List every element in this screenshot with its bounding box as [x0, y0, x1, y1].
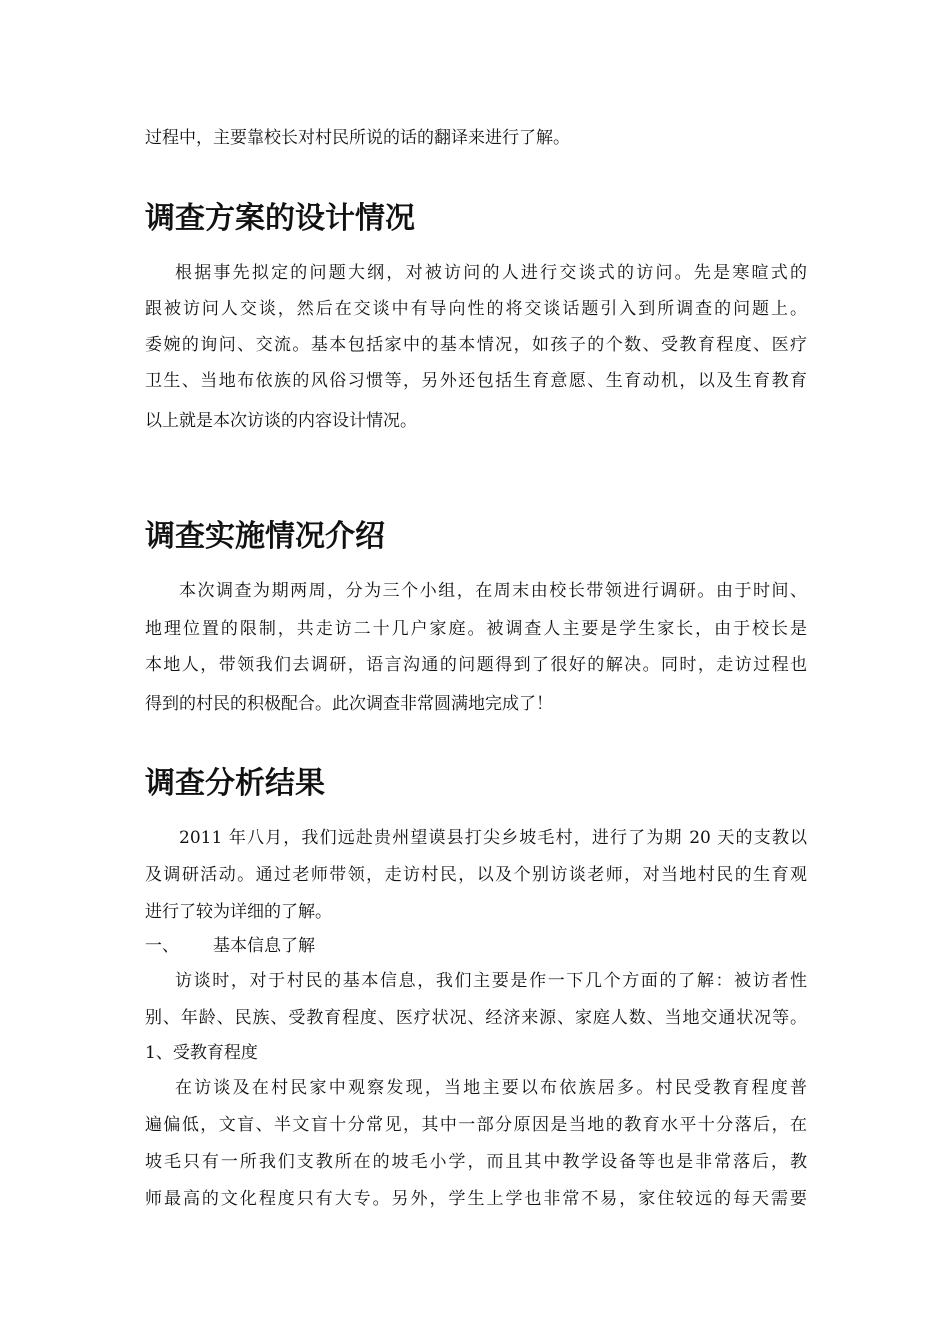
section-heading-results: 调查分析结果: [145, 766, 325, 801]
paragraph-line: 在访谈及在村民家中观察发现，当地主要以布依族居多。村民受教育程度普: [175, 1078, 807, 1098]
subsection-number: 一、: [145, 936, 179, 956]
paragraph-line: 进行了较为详细的了解。: [145, 902, 332, 922]
subsection-title: 基本信息了解: [213, 936, 315, 956]
paragraph-line: 访谈时，对于村民的基本信息，我们主要是作一下几个方面的了解：被访者性: [175, 971, 807, 991]
paragraph-line: 2011 年八月，我们远赴贵州望谟县打尖乡坡毛村，进行了为期 20 天的支教以: [179, 828, 807, 848]
item-title: 1、受教育程度: [145, 1043, 258, 1063]
paragraph-line: 卫生、当地布依族的风俗习惯等，另外还包括生育意愿、生育动机，以及生育教育: [145, 371, 807, 391]
paragraph-line: 委婉的询问、交流。基本包括家中的基本情况，如孩子的个数、受教育程度、医疗: [145, 335, 807, 355]
paragraph-line: 别、年龄、民族、受教育程度、医疗状况、经济来源、家庭人数、当地交通状况等。: [145, 1008, 807, 1028]
paragraph-line: 以上就是本次访谈的内容设计情况。: [145, 411, 417, 431]
paragraph-line: 师最高的文化程度只有大专。另外，学生上学也非常不易，家住较远的每天需要: [145, 1189, 807, 1209]
section-heading-implementation: 调查实施情况介绍: [145, 519, 385, 554]
paragraph-line: 本地人，带领我们去调研，语言沟通的问题得到了很好的解决。同时，走访过程也: [145, 655, 807, 675]
paragraph-line: 跟被访问人交谈，然后在交谈中有导向性的将交谈话题引入到所调查的问题上。: [145, 299, 807, 319]
paragraph-line: 坡毛只有一所我们支教所在的坡毛小学，而且其中教学设备等也是非常落后，教: [145, 1152, 807, 1172]
paragraph-line: 地理位置的限制，共走访二十几户家庭。被调查人主要是学生家长，由于校长是: [145, 619, 807, 639]
intro-line: 过程中，主要靠校长对村民所说的话的翻译来进行了解。: [145, 128, 570, 148]
paragraph-line: 本次调查为期两周，分为三个小组，在周末由校长带领进行调研。由于时间、: [179, 581, 807, 601]
paragraph-line: 根据事先拟定的问题大纲，对被访问的人进行交谈式的访问。先是寒暄式的: [175, 263, 807, 283]
paragraph-line: 得到的村民的积极配合。此次调查非常圆满地完成了！: [145, 694, 553, 714]
section-heading-design: 调查方案的设计情况: [145, 201, 415, 236]
paragraph-line: 遍偏低，文盲、半文盲十分常见，其中一部分原因是当地的教育水平十分落后，在: [145, 1115, 807, 1135]
paragraph-line: 及调研活动。通过老师带领，走访村民，以及个别访谈老师，对当地村民的生育观: [145, 865, 807, 885]
